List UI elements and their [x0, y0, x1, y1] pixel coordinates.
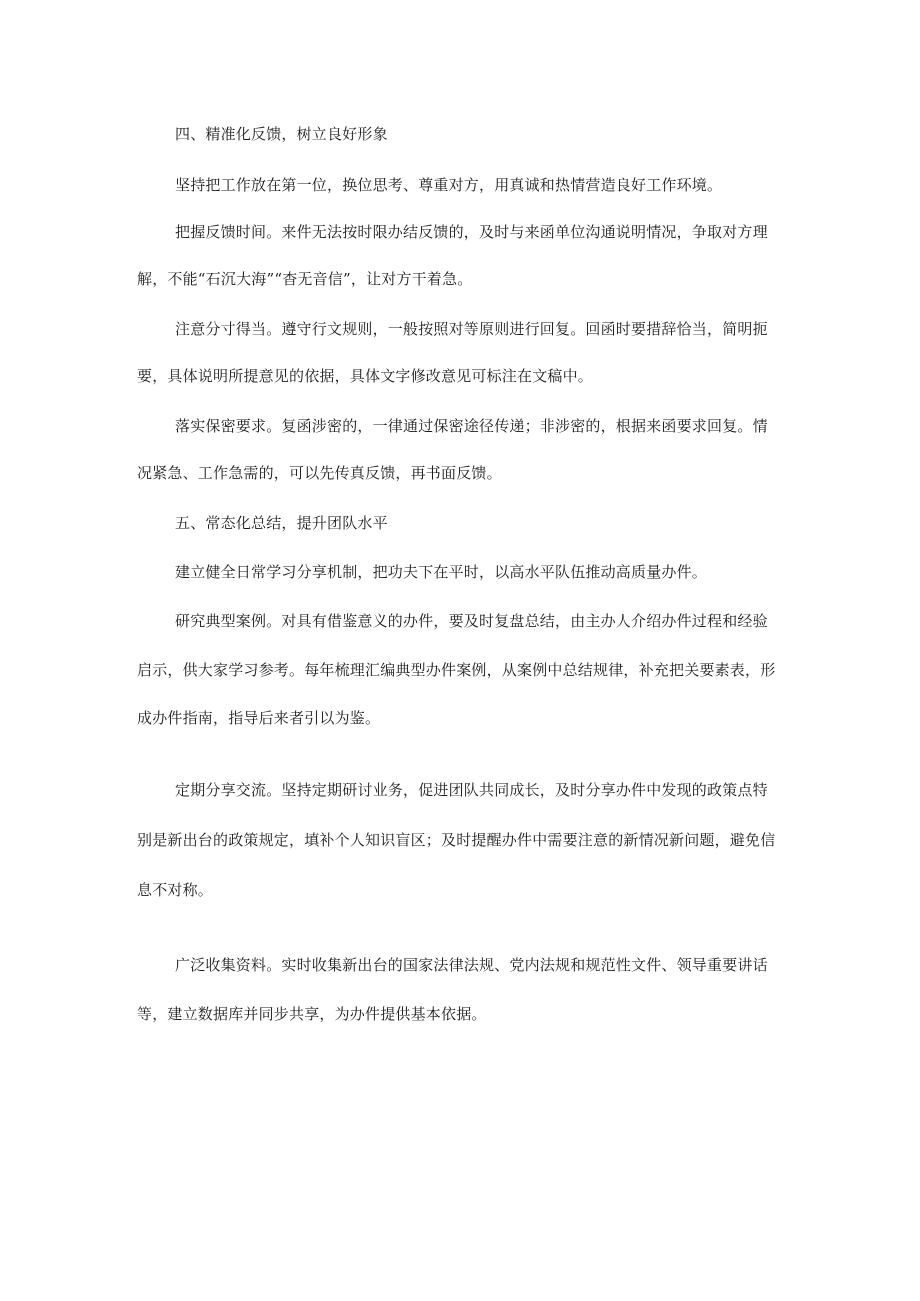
section-heading-4: 四、精准化反馈，树立良好形象 — [175, 125, 388, 143]
paragraph-sharing-line3: 息不对称。 — [137, 881, 214, 899]
paragraph-case-study-line1: 研究典型案例。对具有借鉴意义的办件，要及时复盘总结，由主办人介绍办件过程和经验 — [175, 612, 768, 630]
paragraph-case-study-line2: 启示，供大家学习参考。每年梳理汇编典型办件案例，从案例中总结规律，补充把关要素表，形 — [137, 661, 776, 679]
paragraph-confidentiality-line1: 落实保密要求。复函涉密的，一律通过保密途径传递；非涉密的，根据来函要求回复。情 — [175, 417, 768, 435]
paragraph-materials-line1: 广泛收集资料。实时收集新出台的国家法律法规、党内法规和规范性文件、领导重要讲话 — [175, 956, 768, 974]
paragraph-intro-4: 坚持把工作放在第一位，换位思考、尊重对方，用真诚和热情营造良好工作环境。 — [175, 176, 723, 194]
paragraph-materials-line2: 等，建立数据库并同步共享，为办件提供基本依据。 — [137, 1005, 487, 1023]
paragraph-sharing-line2: 别是新出台的政策规定，填补个人知识盲区；及时提醒办件中需要注意的新情况新问题，避免信 — [137, 831, 776, 849]
paragraph-propriety-line1: 注意分寸得当。遵守行文规则，一般按照对等原则进行回复。回函时要措辞恰当，简明扼 — [175, 320, 768, 338]
paragraph-confidentiality-line2: 况紧急、工作急需的，可以先传真反馈，再书面反馈。 — [137, 464, 502, 482]
paragraph-feedback-time-line1: 把握反馈时间。来件无法按时限办结反馈的，及时与来函单位沟通说明情况，争取对方理 — [175, 223, 768, 241]
section-heading-5: 五、常态化总结，提升团队水平 — [175, 514, 388, 532]
paragraph-sharing-line1: 定期分享交流。坚持定期研讨业务，促进团队共同成长，及时分享办件中发现的政策点特 — [175, 781, 768, 799]
paragraph-propriety-line2: 要，具体说明所提意见的依据，具体文字修改意见可标注在文稿中。 — [137, 367, 594, 385]
paragraph-intro-5: 建立健全日常学习分享机制，把功夫下在平时，以高水平队伍推动高质量办件。 — [175, 563, 708, 581]
paragraph-feedback-time-line2: 解，不能“石沉大海”“杳无音信”，让对方干着急。 — [137, 270, 473, 288]
paragraph-case-study-line3: 成办件指南，指导后来者引以为鉴。 — [137, 709, 381, 727]
